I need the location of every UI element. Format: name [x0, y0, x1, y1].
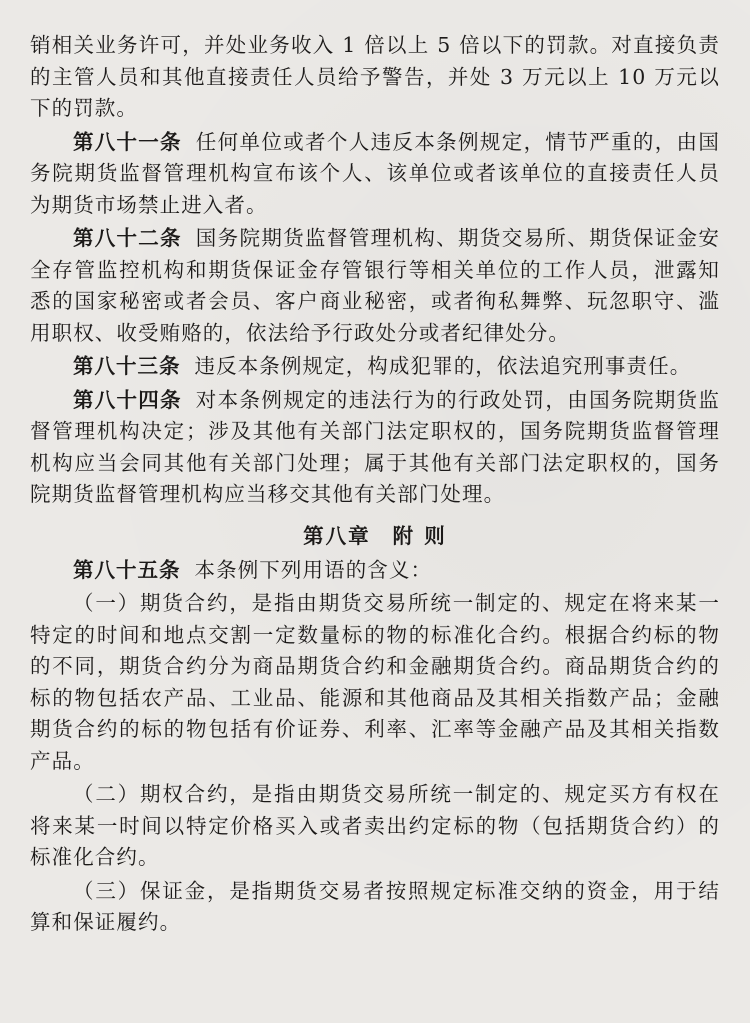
- continuation-paragraph: 销相关业务许可，并处业务收入 1 倍以上 5 倍以下的罚款。对直接负责的主管人员和其他直接责任人员给予警告，并处 3 万元以上 10 万元以下的罚款。: [30, 33, 720, 120]
- definition-options-contract: （二）期权合约，是指由期货交易所统一制定的、规定买方有权在将来某一时间以特定价格买入或者卖出约定标的物（包括期货合约）的标准化合约。: [30, 782, 720, 869]
- definition-margin: （三）保证金，是指期货交易者按照规定标准交纳的资金，用于结算和保证履约。: [30, 878, 720, 934]
- article-text: 任何单位或者个人违反本条例规定，情节严重的，由国务院期货监督管理机构宣布该个人、该单位或者该单位的直接责任人员为期货市场禁止进入者。: [30, 129, 721, 217]
- chapter-heading: [30, 519, 720, 553]
- article-heading: 第八十一条: [73, 129, 182, 154]
- article-heading: 第八十五条: [73, 557, 181, 582]
- definition-futures-contract: （一）期货合约，是指由期货交易所统一制定的、规定在将来某一特定的时间和地点交割一定数量标的物的标准化合约。根据合约标的物的不同，期货合约分为商品期货合约和金融期货合约。商品期货合约的标的物包括农产品、工业品、能源和其他商品及其相关指数产品；金融期货合约的标的物包括有价证券、利率、汇率等金融产品及其相关指数产品。: [30, 591, 720, 773]
- article-heading: 第八十二条: [73, 226, 182, 250]
- article-heading: 第八十四条: [73, 387, 182, 412]
- article-text: 违反本条例规定，构成犯罪的，依法追究刑事责任。: [194, 354, 692, 378]
- chapter-number: 第八章: [303, 523, 371, 548]
- article-text: 对本条例规定的违法行为的行政处罚，由国务院期货监督管理机构决定；涉及其他有关部门法定职权的，国务院期货监督管理机构应当会同其他有关部门处理；属于其他有关部门法定职权的，国务院期货监督管理机构应当移交其他有关部门处理。: [30, 387, 721, 506]
- chapter-title: 附 则: [392, 523, 447, 548]
- article-83: [30, 351, 720, 383]
- article-81: [30, 127, 720, 222]
- article-84: [30, 385, 720, 511]
- article-heading: 第八十三条: [73, 354, 181, 378]
- article-85: [30, 555, 720, 587]
- article-82: [30, 223, 720, 349]
- article-text: 国务院期货监督管理机构、期货交易所、期货保证金安全存管监控机构和期货保证金存管银行等相关单位的工作人员，泄露知悉的国家秘密或者会员、客户商业秘密，或者徇私舞弊、玩忽职守、滥用职权、收受贿赂的，依法给予行政处分或者纪律处分。: [30, 226, 721, 345]
- article-text: 本条例下列用语的含义：: [194, 557, 433, 582]
